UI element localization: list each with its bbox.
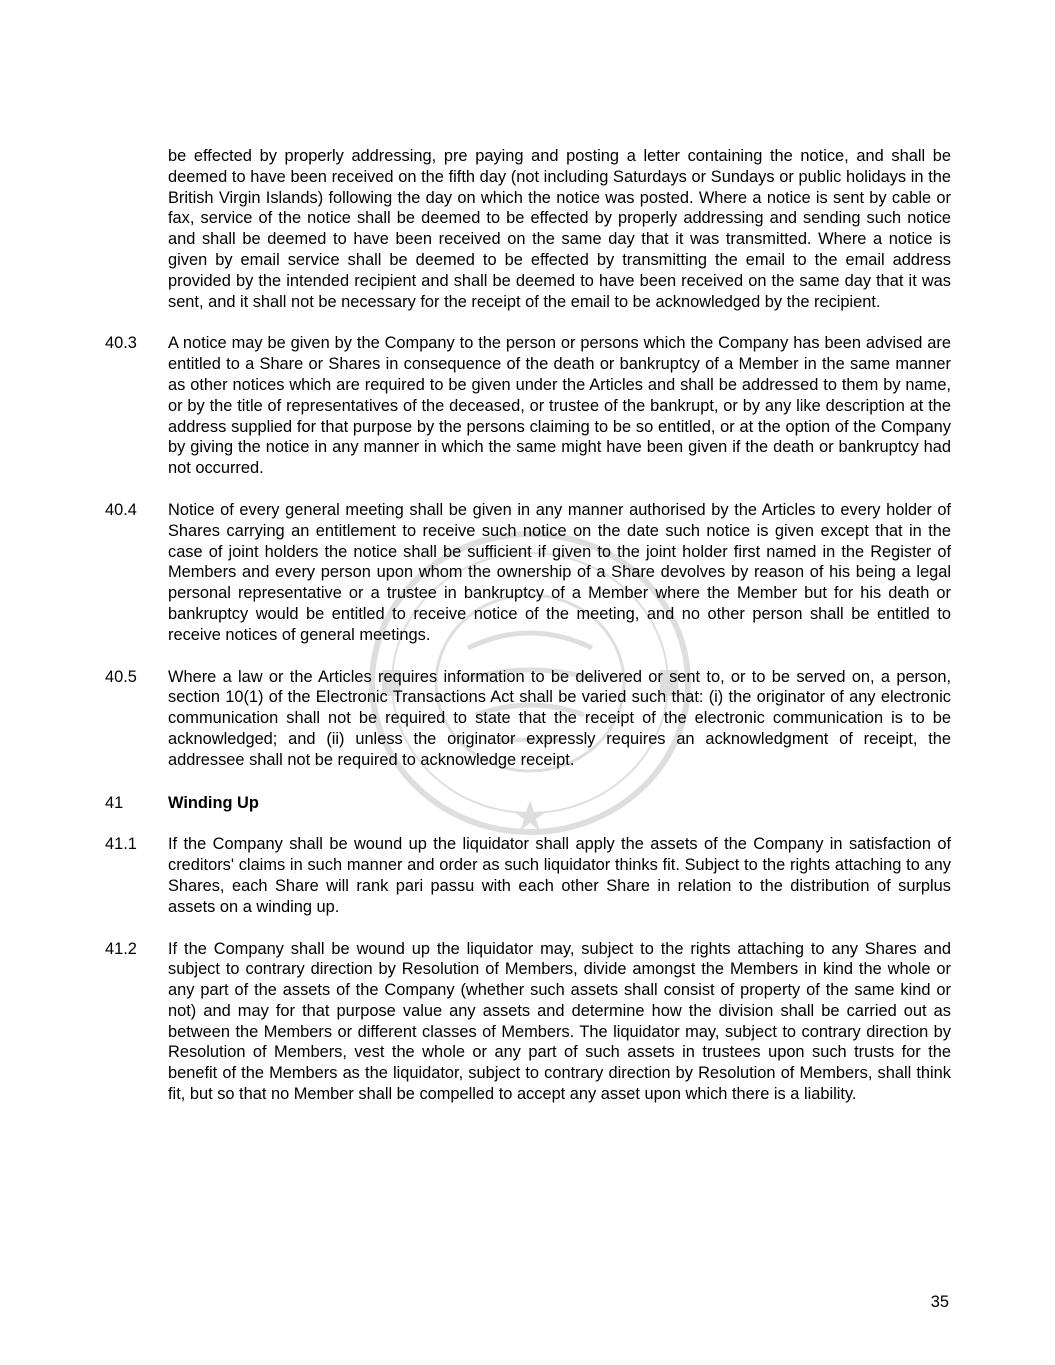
clause-text: A notice may be given by the Company to the person or persons which the Company has been advised are entitled to a Share or Shares in consequence of the death or bankruptcy of a Member in the same manner as other notices which are required to be given under the Articles and shall be addressed to them by name, or by the title of representatives of the deceased, or trustee of the bankrupt, or by any like description at the address supplied for that purpose by the persons claiming to be so entitled, or at the option of the Company by giving the notice in any manner in which the same might have been given if the death or bankruptcy had not occurred. [168,334,951,478]
section-title: Winding Up [168,793,259,812]
clause-40-5 [105,667,951,771]
section-number: 41 [105,793,124,812]
clause-number: 40.3 [105,334,137,353]
document-body [105,146,951,1105]
clause-text: If the Company shall be wound up the liquidator may, subject to the rights attaching to any Shares and subject to contrary direction by Resolution of Members, divide amongst the Members in kind the whole or any part of the assets of the Company (whether such assets shall consist of property of the same kind or not) and may for that purpose value any assets and determine how the division shall be carried out as between the Members or different classes of Members. The liquidator may, subject to contrary direction by Resolution of Members, vest the whole or any part of such assets in trustees upon such trusts for the benefit of the Members as the liquidator, subject to contrary direction by Resolution of Members, shall think fit, but so that no Member shall be compelled to accept any asset upon which there is a liability. [168,939,951,1104]
clause-41-1 [105,834,951,917]
clause-40-3 [105,333,951,479]
section-heading [105,793,951,814]
page-number: 35 [930,1293,949,1311]
clause-text: If the Company shall be wound up the liquidator shall apply the assets of the Company in satisfaction of creditors' claims in such manner and order as such liquidator thinks fit. Subject to the rights attaching to any Shares, each Share will rank pari passu with each other Share in relation to the distribution of surplus assets on a winding up. [168,835,951,916]
clause-40-4 [105,500,951,646]
clause-number: 40.4 [105,500,137,519]
clause-41-2 [105,939,951,1105]
clause-number: 40.5 [105,667,137,686]
clause-40-2-continuation: be effected by properly addressing, pre paying and posting a letter containing the notice, and shall be deemed to have been received on the fifth day (not including Saturdays or Sundays or public holidays in the British Virgin Islands) following the day on which the notice was posted. Where a notice is sent by cable or fax, service of the notice shall be deemed to be effected by properly addressing and sending such notice and shall be deemed to have been received on the same day that it was transmitted. Where a notice is given by email service shall be deemed to be effected by transmitting the email to the email address provided by the intended recipient and shall be deemed to have been received on the same day that it was sent, and it shall not be necessary for the receipt of the email to be acknowledged by the recipient. [168,147,951,311]
clause-text: Where a law or the Articles requires information to be delivered or sent to, or to be served on, a person, section 10(1) of the Electronic Transactions Act shall be varied such that: (i) the originator of any electronic communication shall not be required to state that the receipt of the electronic communication is to be acknowledged; and (ii) unless the originator expressly requires an acknowledgment of receipt, the addressee shall not be required to acknowledge receipt. [168,667,951,769]
clause-text: Notice of every general meeting shall be given in any manner authorised by the Articles to every holder of Shares carrying an entitlement to receive such notice on the date such notice is given except that in the case of joint holders the notice shall be sufficient if given to the joint holder first named in the Register of Members and every person upon whom the ownership of a Share devolves by reason of his being a legal personal representative or a trustee in bankruptcy of a Member where the Member but for his death or bankruptcy would be entitled to receive notice of the meeting, and no other person shall be entitled to receive notices of general meetings. [168,500,951,644]
clause-number: 41.2 [105,939,137,958]
clause-number: 41.1 [105,835,137,854]
